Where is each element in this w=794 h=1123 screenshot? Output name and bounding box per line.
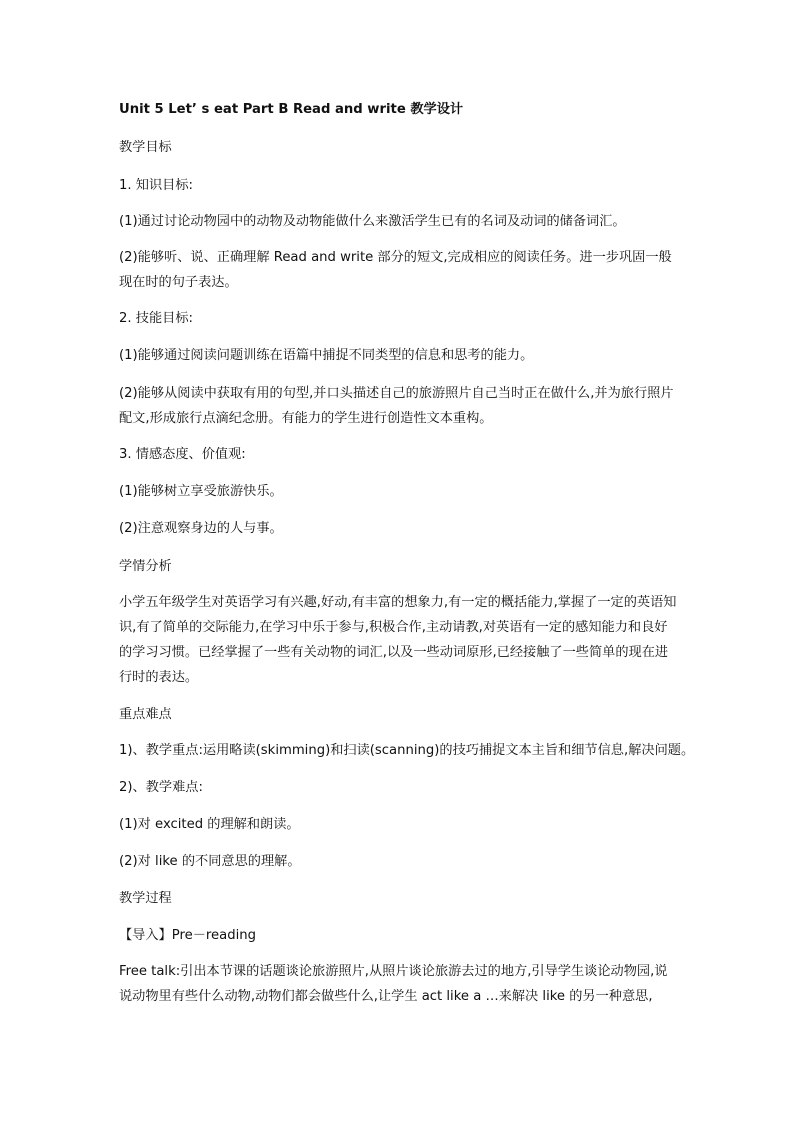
skills-goal-1: (1)能够通过阅读问题训练在语篇中捕捉不同类型的信息和思考的能力。: [119, 348, 534, 363]
teaching-key-point: 1)、教学重点:运用略读(skimming)和扫读(scanning)的技巧捕捉文本主旨和细节信息,解决问题。: [119, 743, 695, 758]
skills-goals-heading: 2. 技能目标:: [119, 311, 193, 326]
free-talk-paragraph: Free talk:引出本节课的话题谈论旅游照片,从照片谈论旅游去过的地方,引导学生谈论动物园,说说动物里有些什么动物,动物们都会做些什么,让学生 act like a …来解决 like 的另一种意思,: [119, 964, 668, 1004]
learner-analysis-paragraph: 小学五年级学生对英语学习有兴趣,好动,有丰富的想象力,有一定的概括能力,掌握了一定的英语知识,有了简单的交际能力,在学习中乐于参与,积极合作,主动请教,对英语有一定的感知能力和良好的学习习惯。已经掌握了一些有关动物的词汇,以及一些动词原形,已经接触了一些简单的现在进行时的表达。: [119, 595, 677, 685]
emotion-goal-1: (1)能够树立享受旅游快乐。: [119, 484, 283, 499]
teaching-difficulty-heading: 2)、教学难点:: [119, 780, 203, 795]
document-title: Unit 5 Let’ s eat Part B Read and write 教学设计: [119, 102, 464, 117]
knowledge-goals-heading: 1. 知识目标:: [119, 178, 193, 193]
section-heading-learner-analysis: 学情分析: [119, 559, 172, 574]
difficulty-1: (1)对 excited 的理解和朗读。: [119, 817, 300, 832]
knowledge-goal-1: (1)通过讨论动物园中的动物及动物能做什么来激活学生已有的名词及动词的储备词汇。: [119, 214, 626, 229]
section-heading-teaching-process: 教学过程: [119, 891, 172, 906]
emotion-goal-2: (2)注意观察身边的人与事。: [119, 521, 283, 536]
difficulty-2: (2)对 like 的不同意思的理解。: [119, 854, 301, 869]
skills-goal-2: (2)能够从阅读中获取有用的句型,并口头描述自己的旅游照片自己当时正在做什么,并为旅行照片配文,形成旅行点滴纪念册。有能力的学生进行创造性文本重构。: [119, 386, 674, 426]
section-heading-teaching-goals: 教学目标: [119, 140, 172, 155]
knowledge-goal-2: (2)能够听、说、正确理解 Read and write 部分的短文,完成相应的阅读任务。进一步巩固一般现在时的句子表达。: [119, 250, 672, 290]
section-heading-key-difficult-points: 重点难点: [119, 707, 172, 722]
emotion-values-heading: 3. 情感态度、价值观:: [119, 447, 246, 462]
pre-reading-intro: 【导入】Pre－reading: [119, 928, 256, 943]
